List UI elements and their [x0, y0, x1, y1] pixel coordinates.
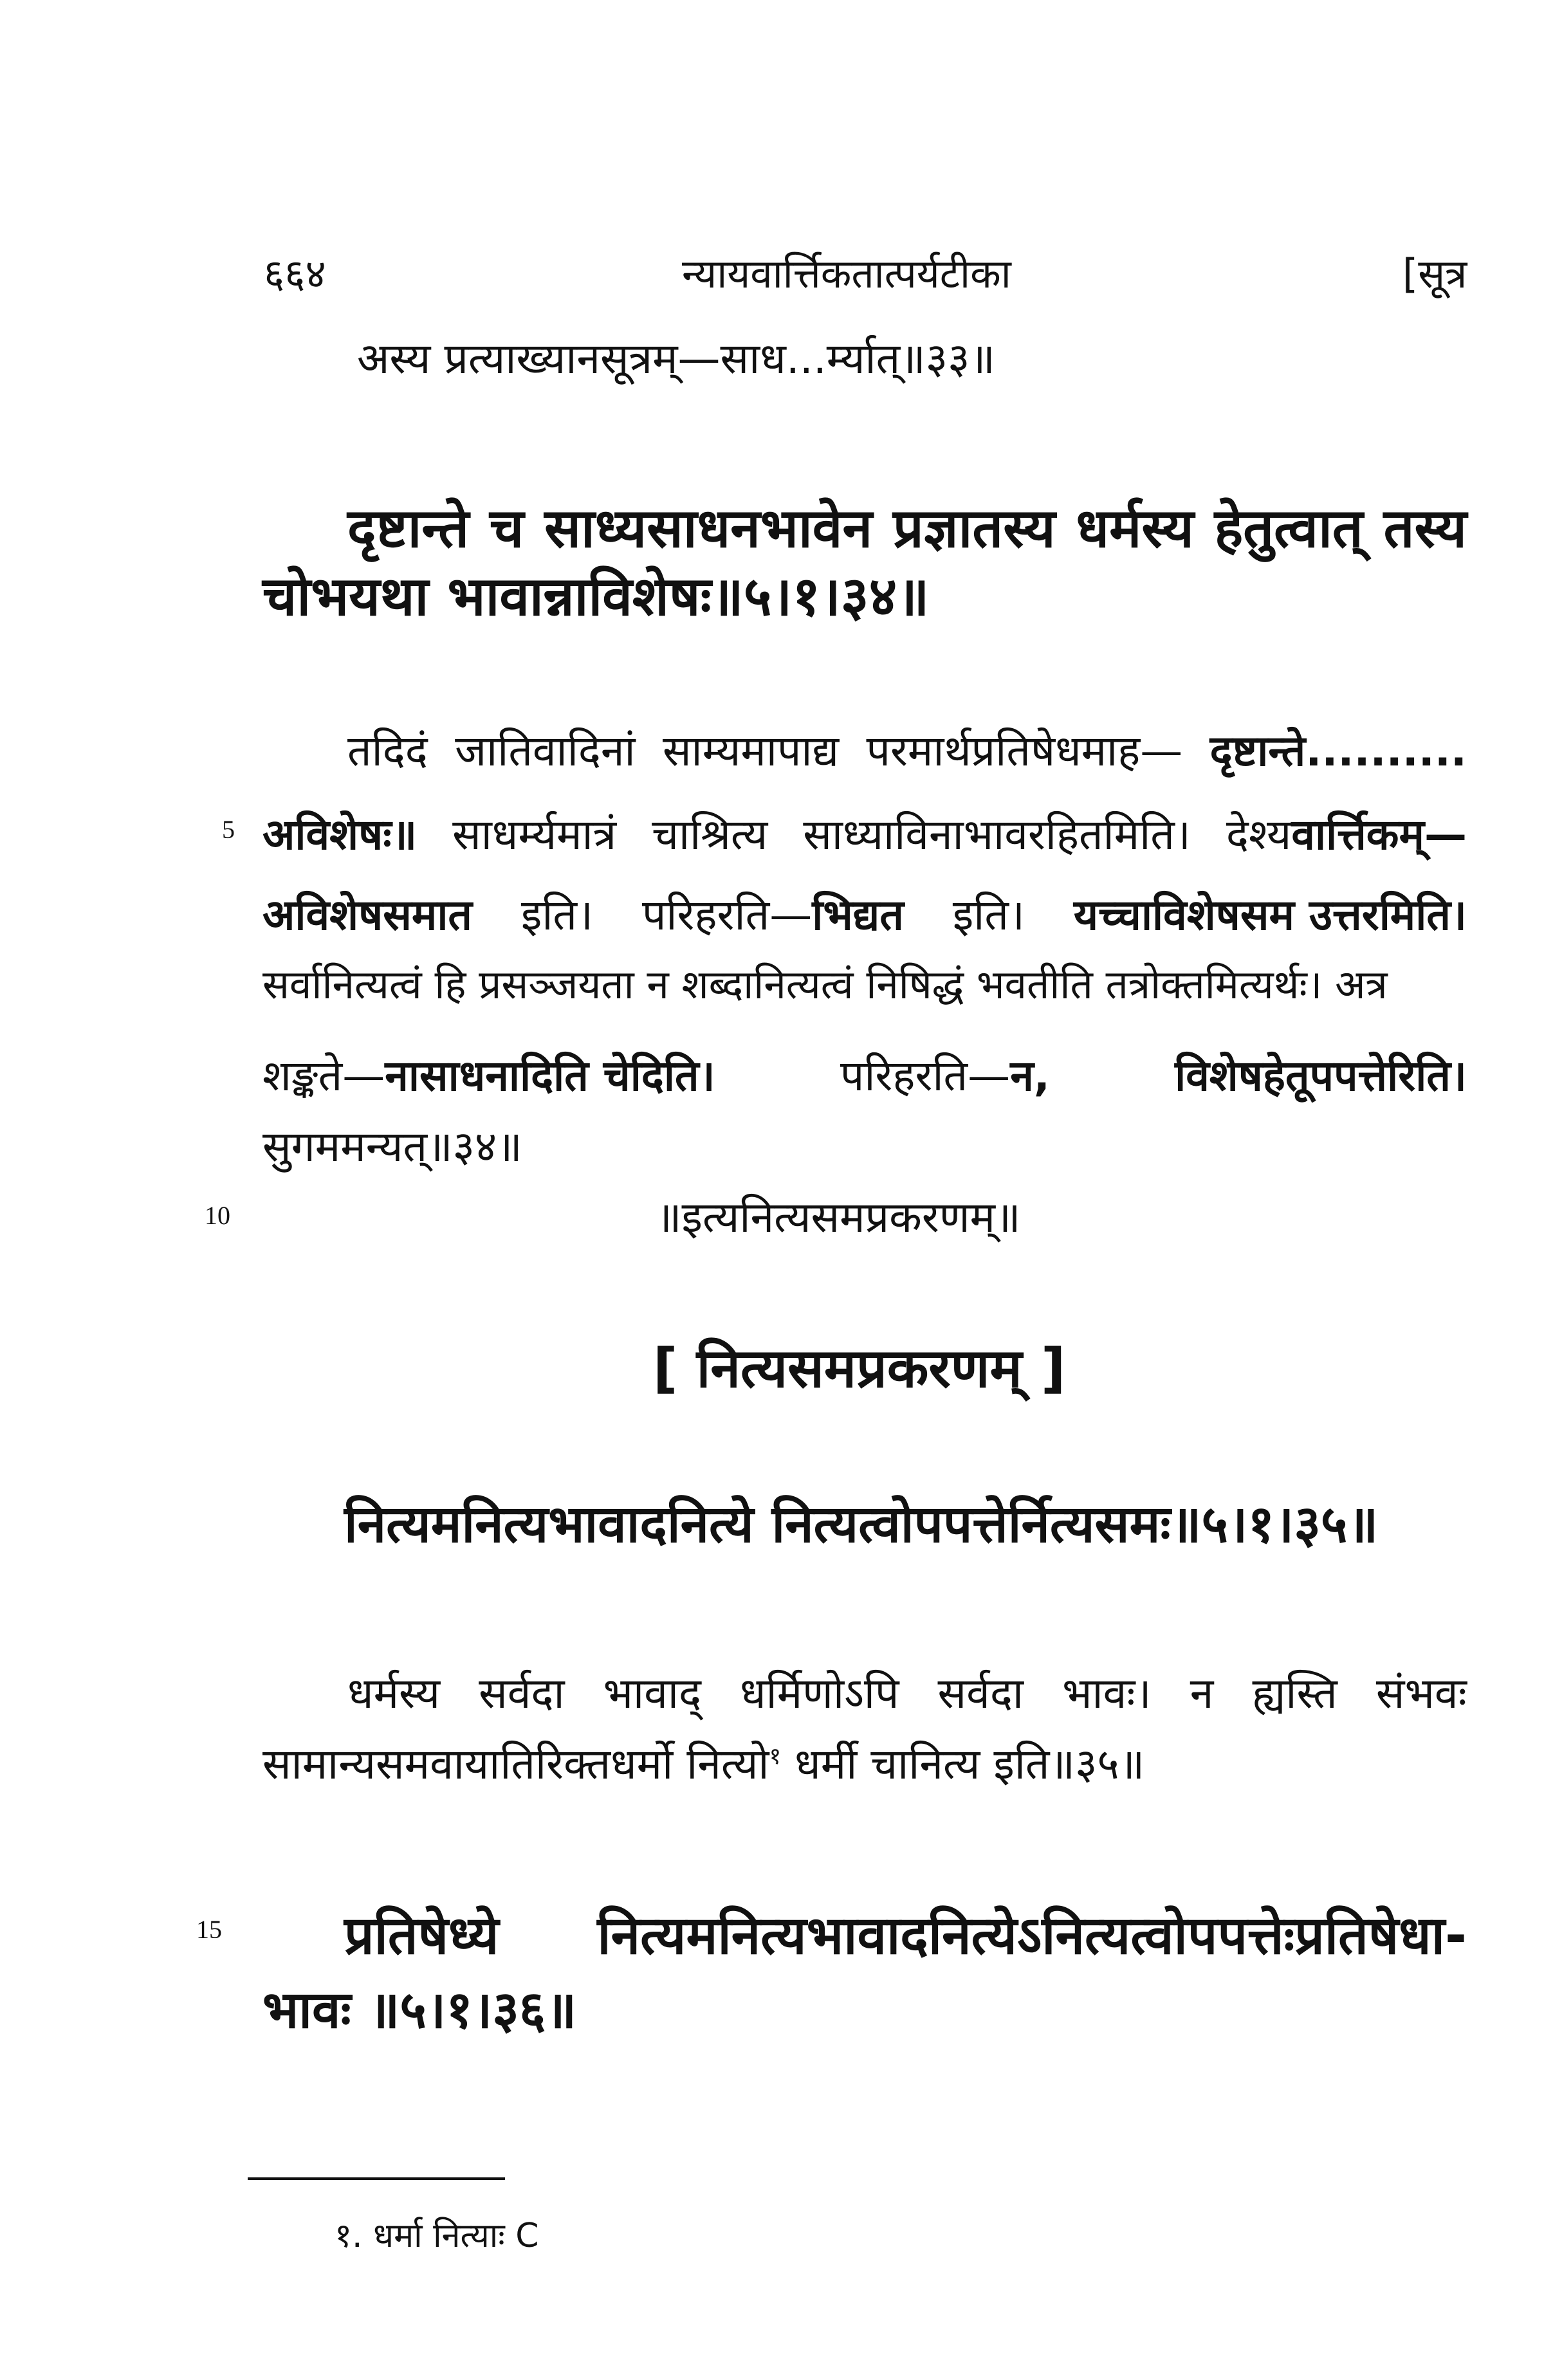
text-word: चाश्रित्य: [652, 810, 768, 859]
sutra-35: नित्यमनित्यभावादनित्ये नित्यत्वोपपत्तेर्नित्यसमः॥५।१।३५॥: [344, 1494, 1379, 1554]
text-word: इति।: [520, 890, 594, 940]
sutra-word: च: [490, 497, 524, 560]
commentary-35-line-2: [262, 1739, 1145, 1789]
text-word: शङ्कते—: [262, 1051, 385, 1101]
text-segment: सामान्यसमवायातिरिक्तधर्मो नित्यो: [262, 1739, 769, 1789]
text-word: सर्वदा: [479, 1669, 565, 1718]
page-number: ६६४: [264, 250, 326, 297]
sutra-36-line-1: [344, 1898, 1467, 1970]
text-word-bold: दृष्टान्ते..........: [1209, 726, 1467, 776]
section-end: ॥इत्यनित्यसमप्रकरणम्॥: [656, 1193, 1021, 1242]
running-title: न्यायवार्त्तिकतात्पर्यटीका: [682, 250, 1011, 297]
text-word: परिहरति—: [641, 890, 813, 940]
text-word: परमार्थप्रतिषेधमाह—: [866, 726, 1183, 776]
footnote: १. धर्मा नित्याः C: [335, 2217, 539, 2255]
text-word: साध्याविनाभावरहितमिति।: [803, 810, 1191, 859]
commentary-35-line-1: [347, 1663, 1467, 1721]
text-word: संभवः: [1375, 1669, 1467, 1718]
sutra-word: दृष्टान्ते: [347, 497, 470, 560]
sutra-word: धर्मस्य: [1076, 497, 1194, 560]
text-word: भावः।: [1062, 1669, 1152, 1718]
line-number-15: 15: [196, 1915, 222, 1944]
text-word: भावाद्: [603, 1669, 701, 1718]
text-word: साधर्म्यमात्रं: [452, 810, 617, 859]
text-word: सर्वदा: [937, 1669, 1024, 1718]
intro-line: अस्य प्रत्याख्यानसूत्रम्—साध...र्म्यात्॥३३॥: [357, 334, 995, 383]
text-word: देश्य: [1226, 810, 1292, 859]
text-word: ह्यस्ति: [1252, 1669, 1337, 1718]
text-word: परिहरति—: [840, 1051, 1011, 1101]
commentary-34-line-6: सुगममन्यत्॥३४॥: [262, 1122, 522, 1171]
section-mark: [सूत्र: [1402, 250, 1467, 297]
text-word: न: [1190, 1669, 1214, 1718]
sutra-36-line-2: भावः ॥५।१।३६॥: [262, 1980, 577, 2040]
sutra-34-line-2: चोभयथा भावान्नाविशेषः॥५।१।३४॥: [262, 565, 930, 628]
text-word-bold: विशेषहेतूपपत्तेरिति।: [1175, 1051, 1467, 1101]
section-heading: [ नित्यसमप्रकरणम् ]: [653, 1337, 1066, 1400]
footnote-divider: [248, 2177, 505, 2180]
sutra-word: हेतुत्वात्: [1214, 497, 1363, 560]
sutra-word: तस्य: [1383, 497, 1467, 560]
sutra-word: साध्यसाधनभावेन: [544, 497, 873, 560]
text-word: तदिदं: [347, 726, 428, 776]
line-number-5: 5: [222, 815, 235, 844]
commentary-34-line-5: [262, 1045, 1467, 1103]
footnote-marker: १: [769, 1743, 782, 1770]
commentary-34-line-1: [347, 720, 1467, 778]
commentary-34-line-4: सर्वानित्यत्वं हि प्रसञ्जयता न शब्दानित्यत्वं निषिद्धं भवतीति तत्रोक्तमित्यर्थः। अत्र: [262, 961, 1388, 1008]
line-number-10: 10: [205, 1201, 230, 1230]
commentary-34-line-2: [262, 804, 1467, 862]
sutra-word: प्रतिषेध्ये: [344, 1905, 499, 1966]
text-word-bold: नासाधनादिति चेदिति।: [385, 1051, 715, 1101]
text-word-bold: वार्त्तिकम्—: [1291, 810, 1467, 859]
text-word: इति।: [952, 890, 1025, 940]
text-word: धर्मिणोऽपि: [740, 1669, 899, 1718]
text-word-bold: अविशेषसमात: [262, 890, 473, 940]
text-word: धर्मस्य: [347, 1669, 441, 1718]
text-word: साम्यमापाद्य: [662, 726, 840, 776]
text-word-bold: यच्चाविशेषसम उत्तरमिति।: [1073, 890, 1467, 940]
text-word: जातिवादिनां: [455, 726, 636, 776]
text-word-bold: न,: [1010, 1051, 1050, 1101]
text-segment: धर्मी चानित्य इति॥३५॥: [781, 1739, 1145, 1789]
sutra-word: नित्यमनित्यभावादनित्येऽनित्यत्वोपपत्तेःप्रतिषेधा-: [597, 1905, 1467, 1966]
sutra-34-line-1: [347, 489, 1467, 563]
sutra-word: प्रज्ञातस्य: [892, 497, 1056, 560]
text-word-bold: भिद्यत: [812, 890, 904, 940]
commentary-34-line-3: [262, 884, 1467, 942]
text-word-bold: अविशेषः॥: [262, 810, 418, 859]
